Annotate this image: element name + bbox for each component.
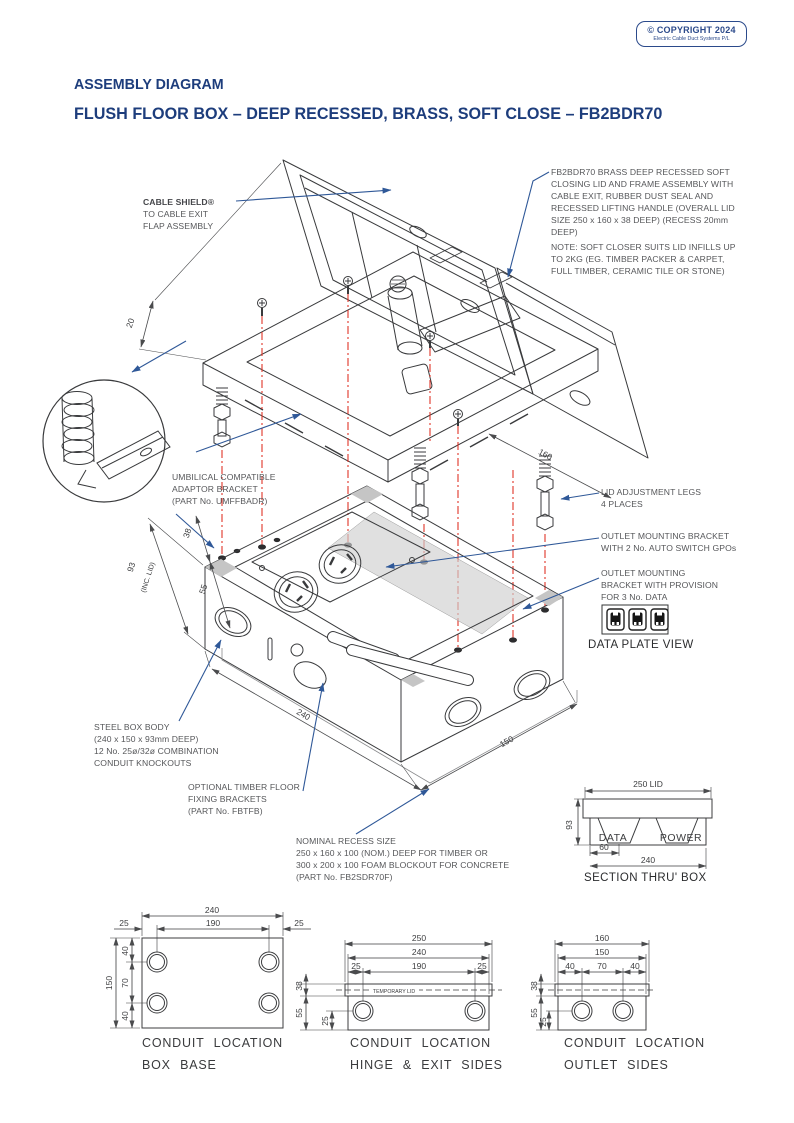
callout-timber-brackets: OPTIONAL TIMBER FLOOR FIXING BRACKETS (PART No. FBTFB) [188,782,300,816]
copyright-company: Electric Cable Duct Systems P/L [653,36,730,42]
svg-text:250: 250 [411,933,427,943]
svg-text:55: 55 [294,1008,304,1018]
svg-text:150: 150 [497,733,516,750]
cable-shield-detail-circle [43,380,170,502]
svg-text:20: 20 [123,316,137,330]
svg-text:190: 190 [411,961,427,971]
callout-steel-box-body: STEEL BOX BODY (240 x 150 x 93mm DEEP) 12 No. 25ø/32ø COMBINATION CONDUIT KNOCKOUTS [94,722,219,768]
page-title: ASSEMBLY DIAGRAM [74,76,224,93]
conduit-outlet-labels [529,933,640,1027]
svg-text:240: 240 [204,905,220,915]
callout-umbilical-bracket: UMBILICAL COMPATIBLE ADAPTOR BRACKET (PART No. UMFFBADR) [172,472,276,506]
svg-text:DATA: DATA [598,832,628,844]
outlet-caption-line2: OUTLET SIDES [564,1058,669,1072]
callout-outlet-gpo: OUTLET MOUNTING BRACKET WITH 2 No. AUTO SWITCH GPOs [601,531,737,553]
svg-text:40: 40 [120,1011,130,1021]
callout-outlet-data: OUTLET MOUNTING BRACKET WITH PROVISION FOR 3 No. DATA [601,568,719,602]
callout-nominal-recess: NOMINAL RECESS SIZE 250 x 160 x 100 (NOM.) DEEP FOR TIMBER OR 300 x 200 x 100 FOAM BLOCKOUT FOR CONCRETE (PART No. FB2SDR70F) [296,836,510,882]
iso-dimension-labels [124,317,554,750]
svg-text:60: 60 [599,842,609,852]
outlet-caption-line1: CONDUIT LOCATION [564,1036,705,1050]
svg-text:40: 40 [565,961,575,971]
svg-text:150: 150 [104,975,114,991]
svg-text:TEMPORARY LID: TEMPORARY LID [372,989,416,995]
svg-text:40: 40 [120,946,130,956]
svg-text:93: 93 [124,561,138,574]
svg-text:250 LID: 250 LID [633,779,663,789]
base-caption-line1: CONDUIT LOCATION [142,1036,283,1050]
conduit-hinge-labels [294,933,487,1026]
svg-text:25: 25 [294,918,304,928]
svg-text:25: 25 [538,1017,548,1027]
svg-text:40: 40 [630,961,640,971]
copyright-year: © COPYRIGHT 2024 [647,25,736,35]
callout-lid-adjustment-legs: LID ADJUSTMENT LEGS 4 PLACES [601,487,702,509]
svg-text:240: 240 [411,947,427,957]
svg-text:160: 160 [536,446,555,463]
svg-text:25: 25 [351,961,361,971]
svg-text:150: 150 [594,947,610,957]
svg-text:25: 25 [320,1016,330,1026]
svg-text:(INC. LID): (INC. LID) [140,561,157,594]
conduit-location-hinge-exit [300,940,502,1030]
svg-text:240: 240 [294,706,313,723]
svg-text:38: 38 [294,981,304,991]
svg-text:38: 38 [529,981,539,991]
svg-text:25: 25 [477,961,487,971]
data-plate-view [602,605,668,634]
conduit-location-box-base [110,912,311,1028]
svg-text:POWER: POWER [659,832,703,844]
svg-text:38: 38 [180,527,194,540]
hinge-caption-line1: CONDUIT LOCATION [350,1036,491,1050]
svg-text:240: 240 [640,855,656,865]
section-caption: SECTION THRU' BOX [584,872,707,884]
svg-text:55: 55 [196,583,210,596]
conduit-base-labels [104,905,304,1021]
svg-text:93: 93 [564,820,574,830]
copyright-badge [636,21,747,47]
svg-text:190: 190 [205,918,221,928]
lid-adjustment-legs [214,388,553,530]
svg-text:70: 70 [597,961,607,971]
fixing-screws [258,277,463,427]
base-caption-line2: BOX BASE [142,1058,217,1072]
data-plate-caption: DATA PLATE VIEW [588,639,694,651]
svg-text:160: 160 [594,933,610,943]
svg-text:25: 25 [119,918,129,928]
callout-lid-assembly: FB2BDR70 BRASS DEEP RECESSED SOFT CLOSING LID AND FRAME ASSEMBLY WITH CABLE EXIT, RUBBER DUST SEAL AND RECESSED LIFTING HANDLE (OVERALL LID SIZE 250 x 160 x 38 DEEP) (RECESS 20mm DEEP) NOTE: SOFT CLOSER SUITS LID INFILLS UP TO 2KG (EG. TIMBER PACKER & CARPET, FULL TIMBER, CERAMIC TILE OR STONE) [551,167,736,276]
svg-text:70: 70 [120,978,130,988]
hinge-caption-line2: HINGE & EXIT SIDES [350,1058,503,1072]
svg-text:55: 55 [529,1008,539,1018]
callout-cable-shield: CABLE SHIELD® TO CABLE EXIT FLAP ASSEMBLY [143,197,215,231]
product-title: FLUSH FLOOR BOX – DEEP RECESSED, BRASS, SOFT CLOSE – FB2BDR70 [74,104,663,123]
